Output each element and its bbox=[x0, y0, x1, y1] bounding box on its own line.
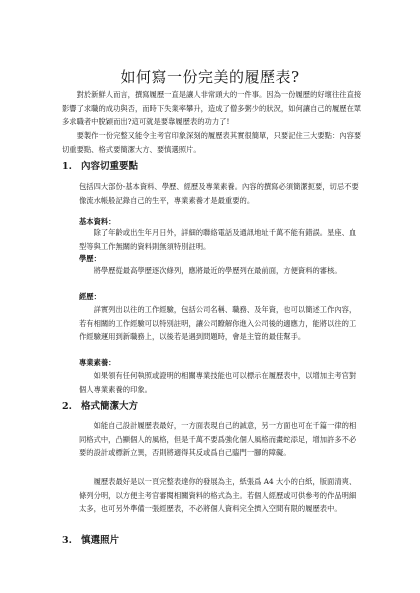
intro-paragraph-1: 對於新鮮人而言，撰寫履歷一直是讓人非常頭大的一件事。因為一份履歷的好壞往往直接影響了求職的成功與否，而時下失業率攀升，造成了僧多粥少的狀況，如何讓自己的履歷在眾多求職者中脫穎而出?這可就是要靠履歷表的功力了! bbox=[62, 90, 362, 127]
section-number: 2. bbox=[62, 401, 72, 412]
item-label-basic-info: 基本資料： bbox=[79, 217, 116, 226]
intro-paragraph-2: 要製作一份完整又能令主考官印象深刻的履歷表其實很簡單，只要記住三大要點：內容要切重要點、格式要簡潔大方、要慎選照片。 bbox=[62, 131, 362, 154]
section-title: 內容切重要點 bbox=[81, 161, 139, 172]
section-heading-1 bbox=[62, 158, 138, 172]
item-label-skills: 專業素養： bbox=[79, 358, 116, 367]
item-text-education: 將學歷從最高學歷逐次條列，應將最近的學歷列在最前面，方便資料的審核。 bbox=[93, 266, 342, 275]
section-title: 慎選照片 bbox=[81, 535, 120, 546]
section-title: 格式簡潔大方 bbox=[81, 401, 139, 412]
item-label-education: 學歷： bbox=[79, 254, 101, 263]
section-number: 1. bbox=[62, 161, 72, 172]
item-text-experience: 詳實列出以往的工作經驗，包括公司名稱、職務、及年資，也可以簡述工作內容，若有相關的工作經驗可以特別註明，讓公司瞭解你進入公司後的適應力，能將以往的工作經驗運用到新職務上，以後若是遇到問題時，會是主管的最佳幫手。 bbox=[79, 305, 357, 342]
section-heading-2 bbox=[62, 398, 138, 412]
section-2-paragraph-1: 如能自己設計履歷表最好，一方面表現自己的誠意，另一方面也可在千篇一律的相同格式中，凸顯個人的風格，但是千萬不要爲強化個人風格而畫蛇添足，增加許多不必要的設計或標新立異，否則將適得其反或爲自己臨門一腳的障礙。 bbox=[79, 421, 357, 458]
item-text-basic-info: 除了年齡或出生年月日外，詳細的聯絡電話及通訊地址千萬不能有錯誤。星座、血型等與工作無關的資料則無須特別註明。 bbox=[79, 228, 357, 251]
section-2-paragraph-2: 履歷表最好是以一頁完整表達你的發展為主，紙張爲 A4 大小的白紙，版面清爽、條列分明，以方便主考官審閱相關資料的格式為主。若個人經歷或可供參考的作品明細太多，也可另外準備一張經歷表，不必將個人資料完全擠入空間有限的履歷表中。 bbox=[79, 477, 357, 514]
section-1-body: 包括四大部份-基本資料、學歷、經歷及專業素養。內容的撰寫必須簡潔扼要，切忌不要像流水帳般記錄自己的生平，專業素養才是最重要的。 bbox=[79, 182, 359, 205]
item-text-skills: 如果領有任何執照或證明的相關專業技能也可以標示在履歷表中，以增加主考官對個人專業素養的印象。 bbox=[79, 371, 357, 394]
section-heading-3 bbox=[62, 532, 119, 546]
document-title: 如何寫一份完美的履歷表? bbox=[120, 68, 300, 87]
section-number: 3. bbox=[62, 535, 72, 546]
item-label-experience: 經歷： bbox=[79, 292, 101, 301]
